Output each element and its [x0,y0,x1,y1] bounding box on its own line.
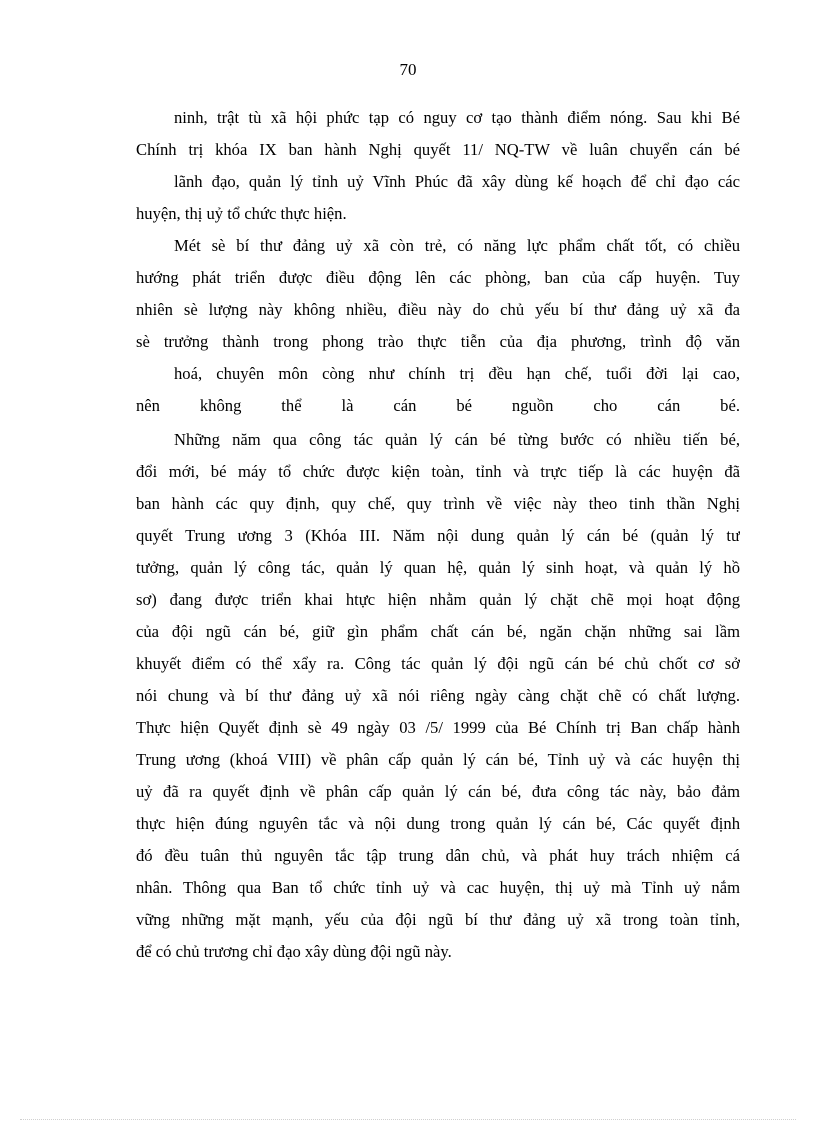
text-line: Trung ương (khoá VIII) về phân cấp quản lý cán bé, Tỉnh uỷ và các huyện thị [136,750,740,769]
page-number: 70 [399,60,417,79]
text-line: sơ) đang được triển khai htực hiện nhằm quản lý chặt chẽ mọi hoạt động [136,590,740,609]
text-line: sè trưởng thành trong phong trào thực tiễn của địa phương, trình độ văn [136,332,740,351]
text-line: nên không thể là cán bé nguồn cho cán bé. [136,396,740,415]
text-line: khuyết điểm có thể xẩy ra. Công tác quản lý đội ngũ cán bé chủ chốt cơ sở [136,654,740,673]
text-line: lãnh đạo, quản lý tỉnh uỷ Vĩnh Phúc đã xây dùng kế hoạch để chỉ đạo các [174,172,740,191]
text-line: nói chung và bí thư đảng uỷ xã nói riêng ngày càng chặt chẽ có chất lượng. [136,686,740,705]
text-line: quyết Trung ương 3 (Khóa III. Năm nội dung quản lý cán bé (quản lý tư [136,526,740,545]
text-line: đổi mới, bé máy tổ chức được kiện toàn, tỉnh và trực tiếp là các huyện đã [136,462,740,481]
text-line: ninh, trật tù xã hội phức tạp có nguy cơ tạo thành điểm nóng. Sau khi Bé [174,108,740,127]
text-line: nhân. Thông qua Ban tổ chức tỉnh uỷ và cac huyện, thị uỷ mà Tỉnh uỷ nắm [136,878,740,897]
text-line: tưởng, quản lý công tác, quản lý quan hệ, quản lý sinh hoạt, và quản lý hồ [136,558,740,577]
text-line: thực hiện đúng nguyên tắc và nội dung trong quản lý cán bé, Các quyết định [136,814,740,833]
bottom-dotted-rule [20,1119,796,1120]
text-line: để có chủ trương chỉ đạo xây dùng đội ngũ này. [136,942,452,961]
text-line: huyện, thị uỷ tổ chức thực hiện. [136,204,347,223]
text-line: ban hành các quy định, quy chế, quy trình về việc này theo tinh thần Nghị [136,494,740,513]
text-line: hoá, chuyên môn còng như chính trị đều hạn chế, tuổi đời lại cao, [174,364,740,383]
text-line: Những năm qua công tác quản lý cán bé từng bước có nhiều tiến bé, [174,430,740,449]
text-line: vững những mặt mạnh, yếu của đội ngũ bí thư đảng uỷ xã trong toàn tỉnh, [136,910,740,929]
text-line: hướng phát triển được điều động lên các phòng, ban của cấp huyện. Tuy [136,268,740,287]
text-line: nhiên sè lượng này không nhiều, điều này do chủ yếu bí thư đảng uỷ xã đa [136,300,740,319]
text-line: Mét sè bí thư đảng uỷ xã còn trẻ, có năng lực phẩm chất tốt, có chiều [174,236,740,255]
text-line: Chính trị khóa IX ban hành Nghị quyết 11/ NQ-TW về luân chuyển cán bé [136,140,740,159]
text-line: đó đều tuân thủ nguyên tắc tập trung dân chủ, và phát huy trách nhiệm cá [136,846,740,865]
text-line: của đội ngũ cán bé, giữ gìn phẩm chất cán bé, ngăn chặn những sai lầm [136,622,740,641]
text-line: Thực hiện Quyết định sè 49 ngày 03 /5/ 1999 của Bé Chính trị Ban chấp hành [136,718,740,737]
text-line: uỷ đã ra quyết định về phân cấp quản lý cán bé, đưa công tác này, bảo đảm [136,782,740,801]
